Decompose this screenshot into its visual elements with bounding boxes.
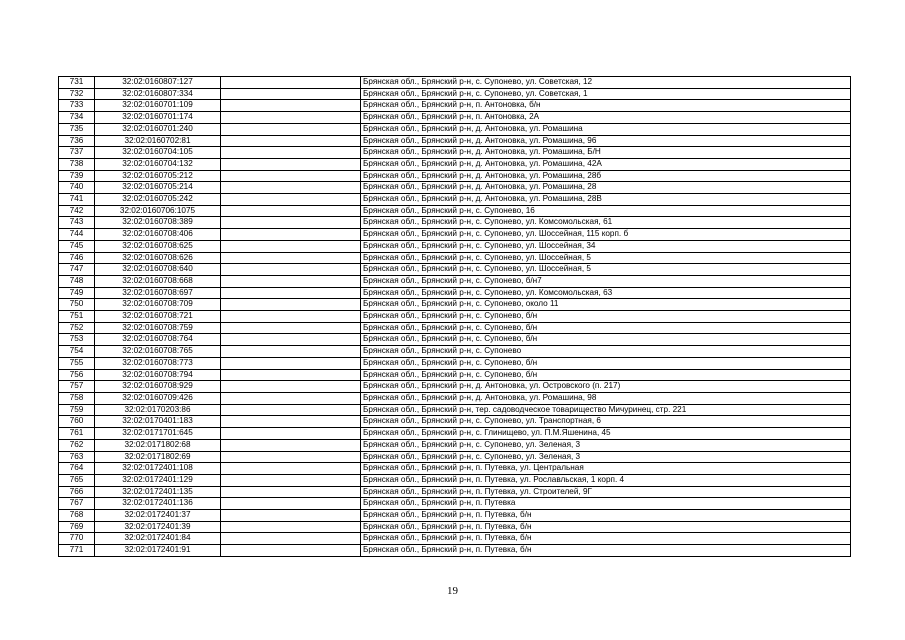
address-cell: Брянская обл., Брянский р-н, с. Супонево, ул. Шоссейная, 115 корп. б (361, 229, 851, 241)
row-number-cell: 735 (59, 123, 95, 135)
table-row (59, 158, 851, 170)
empty-cell (221, 275, 361, 287)
table-row (59, 170, 851, 182)
empty-cell (221, 217, 361, 229)
cadastral-number-cell: 32:02:0160704:132 (95, 158, 221, 170)
table-body (59, 77, 851, 557)
table-row (59, 404, 851, 416)
table-row (59, 545, 851, 557)
table-row (59, 264, 851, 276)
row-number-cell: 763 (59, 451, 95, 463)
table-row (59, 521, 851, 533)
cadastral-number-cell: 32:02:0160702:81 (95, 135, 221, 147)
cadastral-number-cell: 32:02:0160708:765 (95, 346, 221, 358)
address-cell: Брянская обл., Брянский р-н, с. Супонево, ул. Комсомольская, 63 (361, 287, 851, 299)
row-number-cell: 745 (59, 240, 95, 252)
empty-cell (221, 334, 361, 346)
table-row (59, 357, 851, 369)
empty-cell (221, 182, 361, 194)
row-number-cell: 744 (59, 229, 95, 241)
empty-cell (221, 252, 361, 264)
empty-cell (221, 147, 361, 159)
address-cell: Брянская обл., Брянский р-н, с. Супонево, 16 (361, 205, 851, 217)
address-cell: Брянская обл., Брянский р-н, с. Супонево, б/н7 (361, 275, 851, 287)
cadastral-number-cell: 32:02:0160708:709 (95, 299, 221, 311)
empty-cell (221, 357, 361, 369)
address-cell: Брянская обл., Брянский р-н, с. Глинищево, ул. П.М.Яшенина, 45 (361, 428, 851, 440)
cadastral-number-cell: 32:02:0160708:794 (95, 369, 221, 381)
empty-cell (221, 170, 361, 182)
cadastral-number-cell: 32:02:0172401:91 (95, 545, 221, 557)
cadastral-number-cell: 32:02:0172401:129 (95, 474, 221, 486)
table-row (59, 392, 851, 404)
table-row (59, 229, 851, 241)
cadastral-number-cell: 32:02:0172401:108 (95, 463, 221, 475)
row-number-cell: 736 (59, 135, 95, 147)
address-cell: Брянская обл., Брянский р-н, д. Антоновка, ул. Ромашина, 98 (361, 392, 851, 404)
empty-cell (221, 404, 361, 416)
table-row (59, 100, 851, 112)
address-cell: Брянская обл., Брянский р-н, с. Супонево, ул. Шоссейная, 5 (361, 252, 851, 264)
cadastral-number-cell: 32:02:0160708:764 (95, 334, 221, 346)
address-cell: Брянская обл., Брянский р-н, с. Супонево, ул. Зеленая, 3 (361, 451, 851, 463)
table-row (59, 77, 851, 89)
table-row (59, 439, 851, 451)
empty-cell (221, 463, 361, 475)
address-cell: Брянская обл., Брянский р-н, с. Супонево, ул. Шоссейная, 34 (361, 240, 851, 252)
address-cell: Брянская обл., Брянский р-н, п. Антоновка, б/н (361, 100, 851, 112)
table-row (59, 474, 851, 486)
row-number-cell: 747 (59, 264, 95, 276)
row-number-cell: 767 (59, 498, 95, 510)
table-row (59, 451, 851, 463)
cadastral-number-cell: 32:02:0172401:136 (95, 498, 221, 510)
empty-cell (221, 322, 361, 334)
cadastral-number-cell: 32:02:0160705:212 (95, 170, 221, 182)
address-cell: Брянская обл., Брянский р-н, тер. садоводческое товарищество Мичуринец, стр. 221 (361, 404, 851, 416)
address-cell: Брянская обл., Брянский р-н, п. Путевка, б/н (361, 545, 851, 557)
cadastral-number-cell: 32:02:0170401:183 (95, 416, 221, 428)
row-number-cell: 766 (59, 486, 95, 498)
empty-cell (221, 545, 361, 557)
table-row (59, 147, 851, 159)
cadastral-number-cell: 32:02:0160708:773 (95, 357, 221, 369)
row-number-cell: 739 (59, 170, 95, 182)
table-row (59, 486, 851, 498)
empty-cell (221, 299, 361, 311)
row-number-cell: 749 (59, 287, 95, 299)
table-row (59, 416, 851, 428)
table-row (59, 510, 851, 522)
row-number-cell: 770 (59, 533, 95, 545)
row-number-cell: 751 (59, 311, 95, 323)
empty-cell (221, 287, 361, 299)
cadastral-number-cell: 32:02:0172401:37 (95, 510, 221, 522)
cadastral-number-cell: 32:02:0171802:68 (95, 439, 221, 451)
row-number-cell: 762 (59, 439, 95, 451)
empty-cell (221, 439, 361, 451)
cadastral-number-cell: 32:02:0160706:1075 (95, 205, 221, 217)
address-cell: Брянская обл., Брянский р-н, п. Путевка, б/н (361, 533, 851, 545)
cadastral-number-cell: 32:02:0160709:426 (95, 392, 221, 404)
address-cell: Брянская обл., Брянский р-н, с. Супонево, б/н (361, 357, 851, 369)
row-number-cell: 734 (59, 112, 95, 124)
table-row (59, 311, 851, 323)
address-cell: Брянская обл., Брянский р-н, д. Антоновка, ул. Островского (п. 217) (361, 381, 851, 393)
cadastral-number-cell: 32:02:0160708:697 (95, 287, 221, 299)
row-number-cell: 743 (59, 217, 95, 229)
cadastral-number-cell: 32:02:0160701:174 (95, 112, 221, 124)
empty-cell (221, 205, 361, 217)
address-cell: Брянская обл., Брянский р-н, п. Путевка (361, 498, 851, 510)
row-number-cell: 759 (59, 404, 95, 416)
table-row (59, 217, 851, 229)
table-row (59, 194, 851, 206)
cadastral-number-cell: 32:02:0160704:105 (95, 147, 221, 159)
address-cell: Брянская обл., Брянский р-н, с. Супонево, ул. Транспортная, 6 (361, 416, 851, 428)
table-row (59, 135, 851, 147)
cadastral-number-cell: 32:02:0172401:84 (95, 533, 221, 545)
table-row (59, 252, 851, 264)
row-number-cell: 764 (59, 463, 95, 475)
empty-cell (221, 135, 361, 147)
address-cell: Брянская обл., Брянский р-н, д. Антоновка, ул. Ромашина (361, 123, 851, 135)
row-number-cell: 768 (59, 510, 95, 522)
row-number-cell: 742 (59, 205, 95, 217)
cadastral-number-cell: 32:02:0160708:640 (95, 264, 221, 276)
cadastral-number-cell: 32:02:0160701:240 (95, 123, 221, 135)
cadastral-number-cell: 32:02:0172401:135 (95, 486, 221, 498)
cadastral-number-cell: 32:02:0171701:645 (95, 428, 221, 440)
cadastral-number-cell: 32:02:0170203:86 (95, 404, 221, 416)
address-cell: Брянская обл., Брянский р-н, п. Антоновка, 2А (361, 112, 851, 124)
address-cell: Брянская обл., Брянский р-н, с. Супонево, ул. Советская, 1 (361, 88, 851, 100)
table-row (59, 182, 851, 194)
row-number-cell: 771 (59, 545, 95, 557)
empty-cell (221, 451, 361, 463)
address-cell: Брянская обл., Брянский р-н, с. Супонево, б/н (361, 369, 851, 381)
address-cell: Брянская обл., Брянский р-н, д. Антоновка, ул. Ромашина, 28 (361, 182, 851, 194)
empty-cell (221, 194, 361, 206)
row-number-cell: 754 (59, 346, 95, 358)
address-cell: Брянская обл., Брянский р-н, с. Супонево, б/н (361, 334, 851, 346)
cadastral-number-cell: 32:02:0160708:625 (95, 240, 221, 252)
cadastral-number-cell: 32:02:0160705:214 (95, 182, 221, 194)
cadastral-number-cell: 32:02:0172401:39 (95, 521, 221, 533)
table-row (59, 334, 851, 346)
empty-cell (221, 158, 361, 170)
empty-cell (221, 240, 361, 252)
cadastral-number-cell: 32:02:0171802:69 (95, 451, 221, 463)
row-number-cell: 758 (59, 392, 95, 404)
empty-cell (221, 428, 361, 440)
row-number-cell: 741 (59, 194, 95, 206)
table-row (59, 428, 851, 440)
table-row (59, 498, 851, 510)
table-row (59, 287, 851, 299)
page-number: 19 (447, 585, 458, 597)
address-cell: Брянская обл., Брянский р-н, с. Супонево, ул. Шоссейная, 5 (361, 264, 851, 276)
address-cell: Брянская обл., Брянский р-н, с. Супонево (361, 346, 851, 358)
row-number-cell: 738 (59, 158, 95, 170)
table-row (59, 275, 851, 287)
cadastral-number-cell: 32:02:0160708:389 (95, 217, 221, 229)
empty-cell (221, 510, 361, 522)
cadastral-number-cell: 32:02:0160807:127 (95, 77, 221, 89)
cadastral-number-cell: 32:02:0160807:334 (95, 88, 221, 100)
empty-cell (221, 100, 361, 112)
empty-cell (221, 88, 361, 100)
table-row (59, 463, 851, 475)
address-cell: Брянская обл., Брянский р-н, с. Супонево, б/н (361, 322, 851, 334)
empty-cell (221, 392, 361, 404)
address-cell: Брянская обл., Брянский р-н, с. Супонево, около 11 (361, 299, 851, 311)
address-cell: Брянская обл., Брянский р-н, д. Антоновка, ул. Ромашина, 28б (361, 170, 851, 182)
empty-cell (221, 498, 361, 510)
address-cell: Брянская обл., Брянский р-н, п. Путевка, б/н (361, 521, 851, 533)
cadastral-number-cell: 32:02:0160705:242 (95, 194, 221, 206)
empty-cell (221, 369, 361, 381)
empty-cell (221, 486, 361, 498)
row-number-cell: 769 (59, 521, 95, 533)
empty-cell (221, 346, 361, 358)
table-row (59, 299, 851, 311)
table-row (59, 88, 851, 100)
table-row (59, 205, 851, 217)
empty-cell (221, 77, 361, 89)
empty-cell (221, 311, 361, 323)
empty-cell (221, 229, 361, 241)
address-cell: Брянская обл., Брянский р-н, п. Путевка, ул. Центральная (361, 463, 851, 475)
empty-cell (221, 123, 361, 135)
row-number-cell: 760 (59, 416, 95, 428)
cadastral-number-cell: 32:02:0160708:626 (95, 252, 221, 264)
address-cell: Брянская обл., Брянский р-н, с. Супонево, б/н (361, 311, 851, 323)
empty-cell (221, 112, 361, 124)
row-number-cell: 748 (59, 275, 95, 287)
cadastral-number-cell: 32:02:0160708:668 (95, 275, 221, 287)
cadastral-number-cell: 32:02:0160701:109 (95, 100, 221, 112)
row-number-cell: 756 (59, 369, 95, 381)
address-cell: Брянская обл., Брянский р-н, с. Супонево, ул. Зеленая, 3 (361, 439, 851, 451)
table-row (59, 381, 851, 393)
row-number-cell: 740 (59, 182, 95, 194)
row-number-cell: 746 (59, 252, 95, 264)
table-row (59, 346, 851, 358)
row-number-cell: 733 (59, 100, 95, 112)
row-number-cell: 755 (59, 357, 95, 369)
row-number-cell: 731 (59, 77, 95, 89)
row-number-cell: 761 (59, 428, 95, 440)
table-row (59, 322, 851, 334)
row-number-cell: 750 (59, 299, 95, 311)
address-cell: Брянская обл., Брянский р-н, п. Путевка, ул. Рославльская, 1 корп. 4 (361, 474, 851, 486)
empty-cell (221, 416, 361, 428)
table-row (59, 369, 851, 381)
cadastral-number-cell: 32:02:0160708:929 (95, 381, 221, 393)
empty-cell (221, 521, 361, 533)
row-number-cell: 752 (59, 322, 95, 334)
empty-cell (221, 381, 361, 393)
cadastral-number-cell: 32:02:0160708:759 (95, 322, 221, 334)
address-cell: Брянская обл., Брянский р-н, п. Путевка, ул. Строителей, 9Г (361, 486, 851, 498)
table-row (59, 112, 851, 124)
row-number-cell: 765 (59, 474, 95, 486)
address-cell: Брянская обл., Брянский р-н, д. Антоновка, ул. Ромашина, 96 (361, 135, 851, 147)
empty-cell (221, 264, 361, 276)
address-cell: Брянская обл., Брянский р-н, д. Антоновка, ул. Ромашина, 28В (361, 194, 851, 206)
empty-cell (221, 533, 361, 545)
row-number-cell: 737 (59, 147, 95, 159)
address-cell: Брянская обл., Брянский р-н, с. Супонево, ул. Комсомольская, 61 (361, 217, 851, 229)
table-row (59, 123, 851, 135)
cadastral-number-cell: 32:02:0160708:406 (95, 229, 221, 241)
row-number-cell: 732 (59, 88, 95, 100)
address-cell: Брянская обл., Брянский р-н, д. Антоновка, ул. Ромашина, Б/Н (361, 147, 851, 159)
address-cell: Брянская обл., Брянский р-н, д. Антоновка, ул. Ромашина, 42А (361, 158, 851, 170)
empty-cell (221, 474, 361, 486)
table-row (59, 533, 851, 545)
cadastral-number-cell: 32:02:0160708:721 (95, 311, 221, 323)
cadastral-table (58, 76, 851, 557)
row-number-cell: 757 (59, 381, 95, 393)
address-cell: Брянская обл., Брянский р-н, п. Путевка, б/н (361, 510, 851, 522)
table-row (59, 240, 851, 252)
row-number-cell: 753 (59, 334, 95, 346)
address-cell: Брянская обл., Брянский р-н, с. Супонево, ул. Советская, 12 (361, 77, 851, 89)
